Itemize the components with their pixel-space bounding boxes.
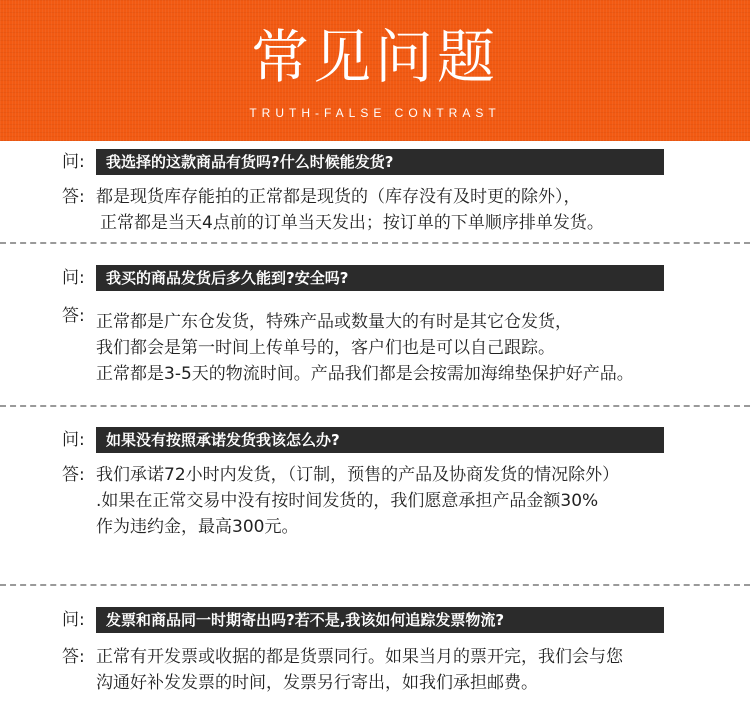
question-row (0, 427, 750, 453)
question-text: 我选择的这款商品有货吗?什么时候能发货? (96, 149, 664, 175)
answer-line: 沟通好补发发票的时间，发票另行寄出，如我们承担邮费。 (96, 673, 538, 693)
answer-line: 作为违约金，最高300元。 (96, 517, 299, 537)
question-text: 我买的商品发货后多久能到?安全吗? (96, 265, 664, 291)
question-label: 问: (62, 430, 85, 450)
answer-line: 正常有开发票或收据的都是货票同行。如果当月的票开完，我们会与您 (96, 647, 623, 667)
answer-text (96, 309, 750, 387)
answer-line: 我们承诺72小时内发货，（订制，预售的产品及协商发货的情况除外） (96, 465, 620, 485)
question-label: 问: (62, 268, 85, 288)
divider (0, 405, 750, 407)
answer-label: 答: (62, 647, 85, 667)
answer-text (96, 184, 750, 236)
answer-line: 正常都是3-5天的物流时间。产品我们都是会按需加海绵垫保护好产品。 (96, 364, 634, 384)
header-banner (0, 0, 750, 141)
question-row (0, 265, 750, 291)
question-label: 问: (62, 610, 85, 630)
question-row (0, 149, 750, 175)
answer-line: 正常都是广东仓发货，特殊产品或数量大的有时是其它仓发货， (96, 312, 572, 332)
page-subtitle: TRUTH-FALSE CONTRAST (249, 106, 501, 120)
answer-line: .如果在正常交易中没有按时间发货的，我们愿意承担产品金额30% (96, 491, 599, 511)
divider (0, 242, 750, 244)
question-text: 如果没有按照承诺发货我该怎么办? (96, 427, 664, 453)
answer-text (96, 462, 750, 540)
answer-label: 答: (62, 306, 85, 326)
question-text: 发票和商品同一时期寄出吗?若不是,我该如何追踪发票物流? (96, 607, 664, 633)
answer-line: 我们都会是第一时间上传单号的，客户们也是可以自己跟踪。 (96, 338, 555, 358)
answer-label: 答: (62, 187, 85, 207)
answer-line: 都是现货库存能拍的正常都是现货的（库存没有及时更的除外）， (96, 187, 581, 207)
divider (0, 584, 750, 586)
page-title: 常见问题 (250, 23, 499, 91)
answer-text (96, 644, 750, 696)
question-row (0, 607, 750, 633)
answer-label: 答: (62, 465, 85, 485)
answer-line: 正常都是当天4点前的订单当天发出；按订单的下单顺序排单发货。 (100, 213, 604, 233)
question-label: 问: (62, 152, 85, 172)
